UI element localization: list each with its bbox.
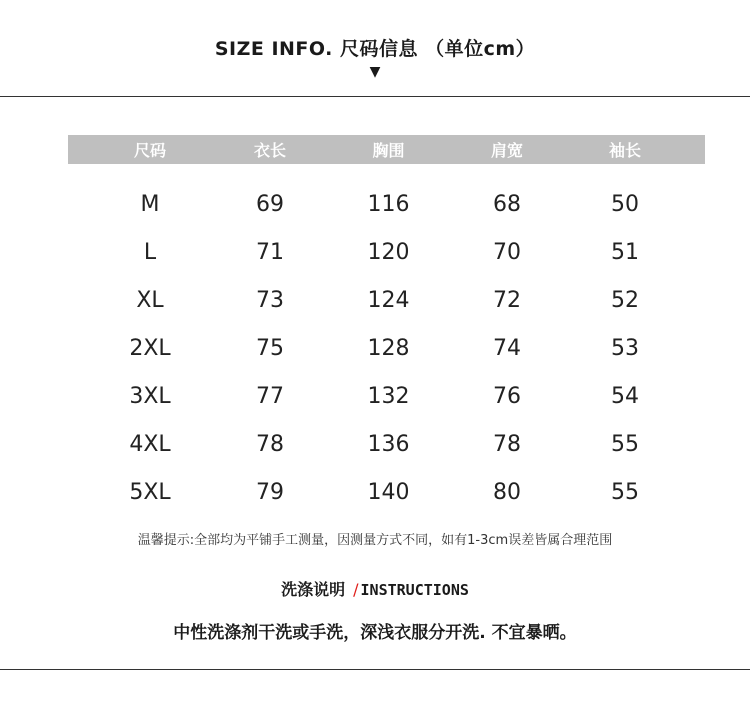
table-cell: 120: [367, 239, 410, 265]
table-cell: 132: [367, 383, 410, 409]
table-row: [68, 420, 705, 468]
table-body: [68, 164, 705, 516]
table-cell: 51: [611, 239, 639, 265]
table-cell: 78: [493, 431, 521, 457]
table-cell: 50: [611, 191, 639, 217]
table-row: [68, 228, 705, 276]
table-cell: 55: [611, 431, 639, 457]
table-cell: M: [140, 191, 160, 217]
table-cell: 52: [611, 287, 639, 313]
table-header-row: [68, 135, 705, 164]
care-heading-cn: 洗涤说明: [281, 580, 346, 599]
column-header: 肩宽: [490, 141, 523, 160]
table-row: [68, 372, 705, 420]
table-cell: 74: [493, 335, 521, 361]
table-cell: 73: [256, 287, 284, 313]
table-cell: 78: [256, 431, 284, 457]
column-header: 尺码: [133, 141, 166, 160]
size-table: [68, 135, 705, 516]
column-header: 袖长: [608, 141, 641, 160]
top-divider: [0, 96, 750, 97]
table-cell: L: [143, 239, 157, 265]
table-cell: 70: [493, 239, 521, 265]
bottom-divider: [0, 669, 750, 670]
table-cell: 54: [611, 383, 639, 409]
table-row: [68, 276, 705, 324]
table-cell: 5XL: [129, 479, 171, 505]
table-cell: 75: [256, 335, 284, 361]
table-cell: 80: [493, 479, 521, 505]
down-arrow-icon: ▼: [369, 64, 381, 80]
table-cell: 3XL: [129, 383, 171, 409]
page-title: SIZE INFO. 尺码信息 （单位cm）: [214, 38, 536, 60]
care-heading-slash: /: [353, 580, 359, 599]
table-cell: 136: [367, 431, 410, 457]
table-cell: 77: [256, 383, 284, 409]
table-row: [68, 324, 705, 372]
table-cell: 68: [493, 191, 521, 217]
care-heading: [0, 577, 750, 600]
table-cell: 4XL: [129, 431, 171, 457]
measurement-note: 温馨提示:全部均为平铺手工测量，因测量方式不同，如有1-3cm误差皆属合理范围: [137, 533, 613, 548]
table-cell: 79: [256, 479, 284, 505]
table-cell: 140: [367, 479, 410, 505]
table-cell: 76: [493, 383, 521, 409]
table-cell: 128: [367, 335, 410, 361]
table-row: [68, 180, 705, 228]
table-cell: 72: [493, 287, 521, 313]
table-cell: 2XL: [129, 335, 171, 361]
care-instructions: 中性洗涤剂干洗或手洗，深浅衣服分开洗. 不宜暴晒。: [173, 623, 577, 643]
table-cell: 124: [367, 287, 410, 313]
table-cell: 71: [256, 239, 284, 265]
table-row: [68, 468, 705, 516]
table-cell: 53: [611, 335, 639, 361]
care-heading-en: INSTRUCTIONS: [360, 581, 469, 599]
table-cell: 55: [611, 479, 639, 505]
table-cell: 116: [367, 191, 410, 217]
column-header: 胸围: [372, 141, 405, 160]
table-cell: XL: [136, 287, 164, 313]
table-cell: 69: [256, 191, 284, 217]
column-header: 衣长: [253, 141, 286, 160]
